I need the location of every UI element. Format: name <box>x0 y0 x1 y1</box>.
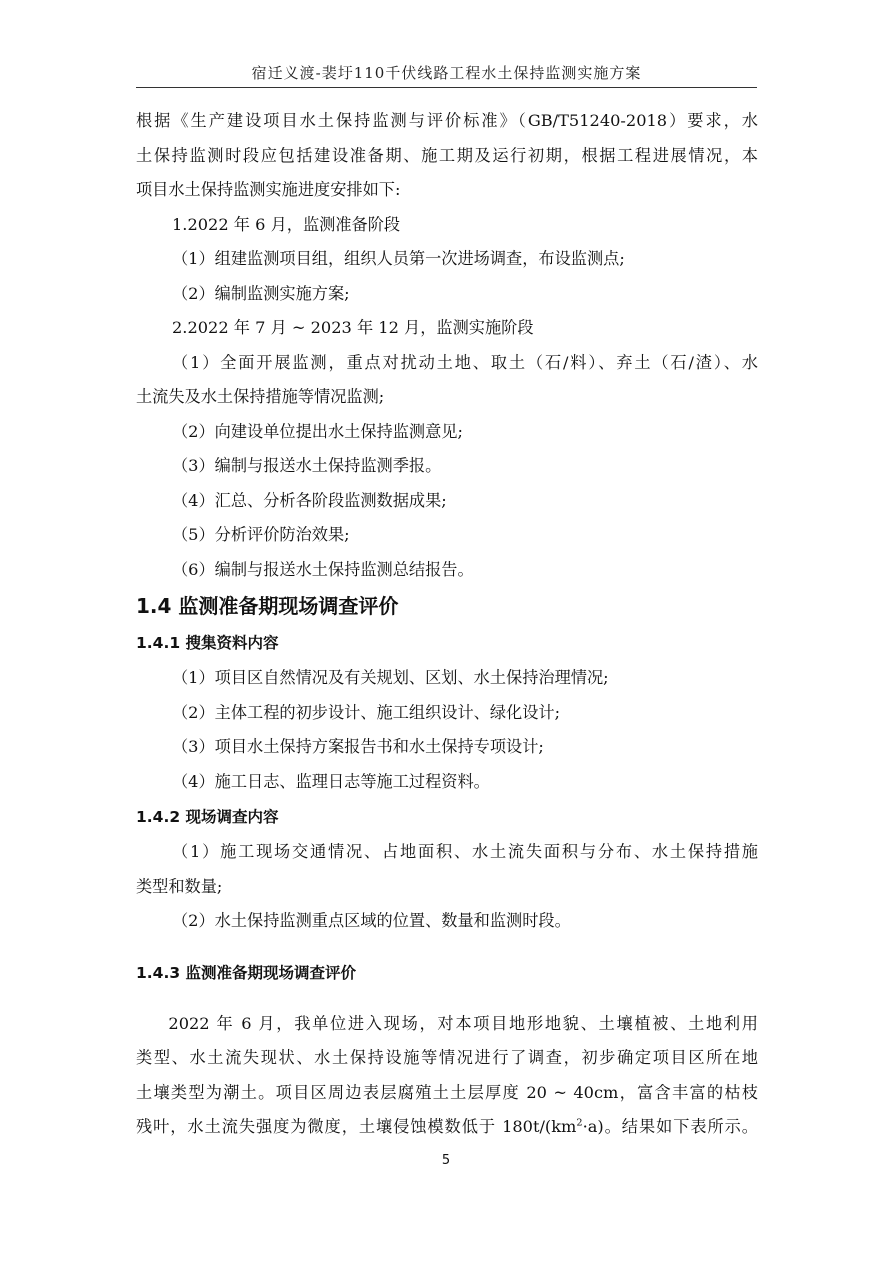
spacer <box>136 939 758 955</box>
list-item: （2）编制监测实施方案; <box>172 283 350 303</box>
list-item: （6）编制与报送水土保持监测总结报告。 <box>172 559 474 579</box>
section-heading: 1.4 监测准备期现场调查评价 <box>136 594 399 618</box>
list-item: （5）分析评价防治效果; <box>172 525 350 544</box>
list-item: （1）施工现场交通情况、占地面积、水土流失面积与分布、水土保持措施 <box>172 842 758 861</box>
list-item: （1）组建监测项目组，组织人员第一次进场调查，布设监测点; <box>172 249 625 268</box>
superscript: 2 <box>576 1117 583 1129</box>
paragraph-line: 2022 年 6 月，我单位进入现场，对本项目地形地貌、土壤植被、土地利用 <box>168 1013 758 1033</box>
header-divider <box>136 87 757 88</box>
list-item: （3）编制与报送水土保持监测季报。 <box>172 456 442 475</box>
paragraph-text: 残叶，水土流失强度为微度，土壤侵蚀模数低于 180t/(km <box>136 1117 577 1136</box>
list-item-continuation: 土流失及水土保持措施等情况监测; <box>136 387 385 406</box>
stage2-title: 2.2022 年 7 月 ~ 2023 年 12 月，监测实施阶段 <box>172 318 534 337</box>
intro-line: 项目水土保持监测实施进度安排如下: <box>136 180 401 199</box>
list-item: （2）向建设单位提出水土保持监测意见; <box>172 421 463 441</box>
list-item: （1）项目区自然情况及有关规划、区划、水土保持治理情况; <box>172 668 609 687</box>
list-item-continuation: 类型和数量; <box>136 876 223 896</box>
running-header: 宿迁义渡-裴圩110千伏线路工程水土保持监测实施方案 <box>251 64 642 82</box>
spacer <box>136 991 758 1007</box>
list-item: （4）施工日志、监理日志等施工过程资料。 <box>172 771 490 791</box>
list-item: （3）项目水土保持方案报告书和水土保持专项设计; <box>172 737 544 756</box>
page-body <box>136 104 758 1145</box>
page-number: 5 <box>441 1153 451 1168</box>
subsection-heading: 1.4.2 现场调查内容 <box>136 808 279 826</box>
list-item: （1）全面开展监测，重点对扰动土地、取土（石/料）、弃土（石/渣）、水 <box>172 352 758 372</box>
intro-line: 根据《生产建设项目水土保持监测与评价标准》（GB/T51240-2018）要求，水 <box>136 111 758 130</box>
paragraph-line <box>136 1110 758 1145</box>
list-item: （2）水土保持监测重点区域的位置、数量和监测时段。 <box>172 911 571 930</box>
list-item: （4）汇总、分析各阶段监测数据成果; <box>172 490 447 510</box>
paragraph-text: ·a)。结果如下表所示。 <box>582 1117 758 1136</box>
list-item: （2）主体工程的初步设计、施工组织设计、绿化设计; <box>172 702 561 722</box>
subsection-heading: 1.4.1 搜集资料内容 <box>136 634 279 652</box>
subsection-heading: 1.4.3 监测准备期现场调查评价 <box>136 963 357 982</box>
paragraph-line: 类型、水土流失现状、水土保持设施等情况进行了调查，初步确定项目区所在地 <box>136 1048 758 1067</box>
stage1-title: 1.2022 年 6 月，监测准备阶段 <box>172 214 401 234</box>
paragraph-line: 土壤类型为潮土。项目区周边表层腐殖土土层厚度 20 ~ 40cm，富含丰富的枯枝 <box>136 1082 758 1102</box>
intro-line: 土保持监测时段应包括建设准备期、施工期及运行初期，根据工程进展情况，本 <box>136 145 758 165</box>
